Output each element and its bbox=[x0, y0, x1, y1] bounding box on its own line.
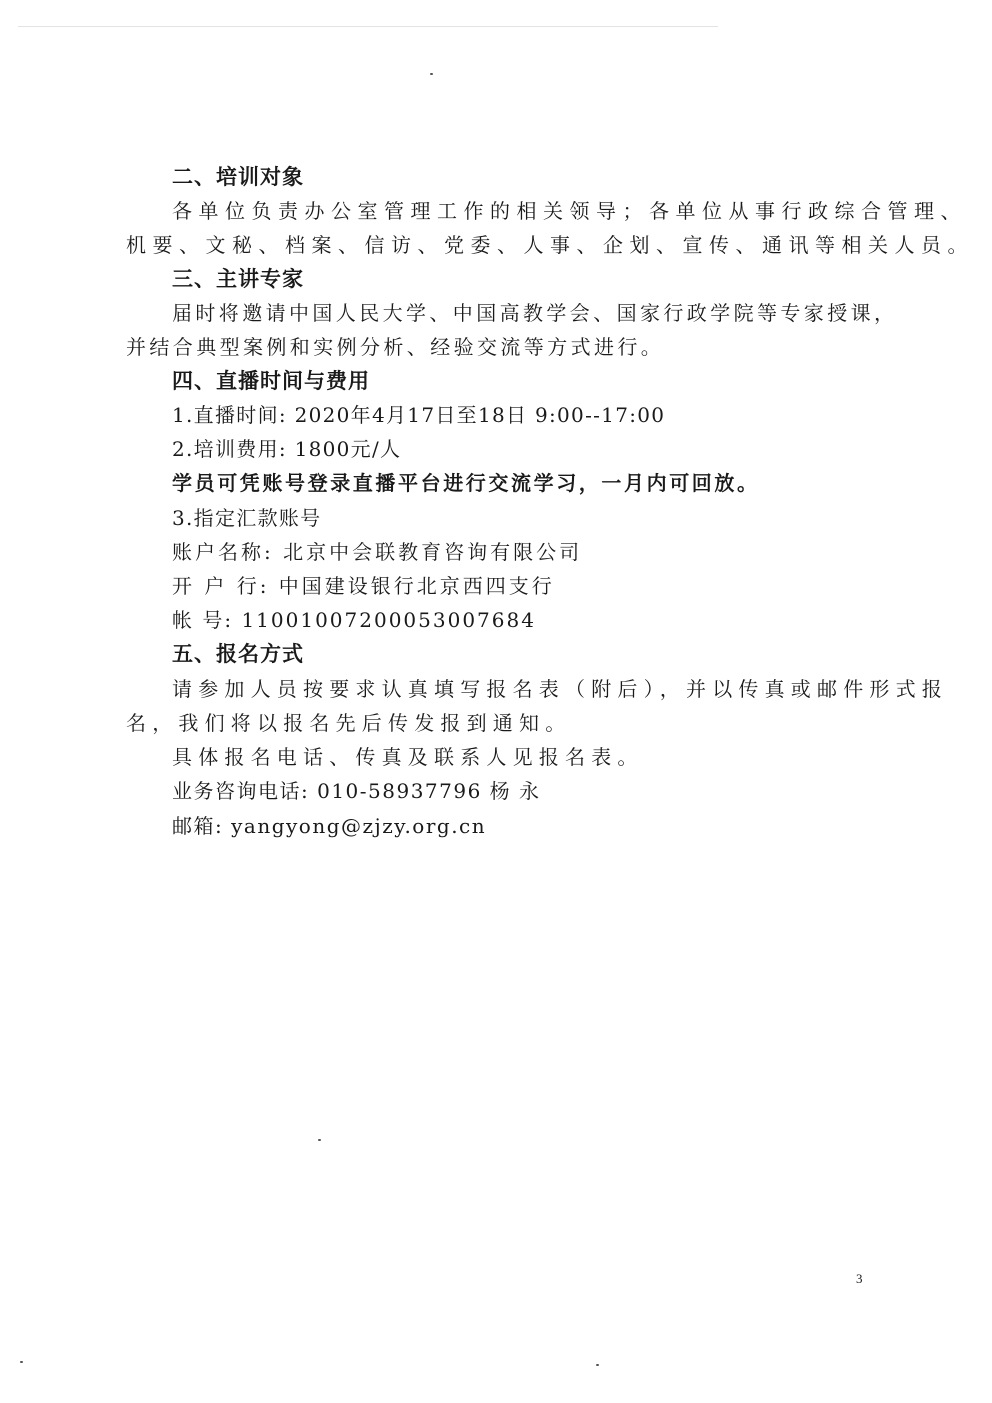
registration-email: 邮箱: yangyong@zjzy.org.cn bbox=[172, 814, 487, 838]
account-number: 帐 号: 11001007200053007684 bbox=[172, 608, 536, 632]
scan-speck bbox=[318, 1139, 321, 1141]
experts-line-1: 届时将邀请中国人民大学、中国高教学会、国家行政学院等专家授课， bbox=[172, 301, 898, 325]
account-title: 3.指定汇款账号 bbox=[172, 506, 322, 530]
section-heading-target: 二、培训对象 bbox=[172, 165, 304, 189]
registration-line-1: 请参加人员按要求认真填写报名表（附后），并以传真或邮件形式报 bbox=[172, 677, 948, 701]
page-number: 3 bbox=[856, 1271, 863, 1286]
experts-line-2: 并结合典型案例和实例分析、经验交流等方式进行。 bbox=[126, 335, 665, 359]
section-heading-schedule: 四、直播时间与费用 bbox=[172, 369, 370, 393]
target-line-2: 机要、文秘、档案、信访、党委、人事、企划、宣传、通讯等相关人员。 bbox=[126, 233, 974, 257]
target-line-1: 各单位负责办公室管理工作的相关领导；各单位从事行政综合管理、 bbox=[172, 199, 967, 223]
section-heading-experts: 三、主讲专家 bbox=[172, 267, 304, 291]
account-name: 账户名称: 北京中会联教育咨询有限公司 bbox=[172, 540, 583, 564]
scan-speck bbox=[20, 1361, 23, 1363]
schedule-note: 学员可凭账号登录直播平台进行交流学习，一月内可回放。 bbox=[172, 471, 760, 495]
schedule-fee: 2.培训费用: 1800元/人 bbox=[172, 437, 402, 461]
account-bank: 开 户 行: 中国建设银行北京西四支行 bbox=[172, 574, 555, 598]
registration-line-3: 具体报名电话、传真及联系人见报名表。 bbox=[172, 745, 644, 769]
scan-speck bbox=[596, 1364, 599, 1366]
section-heading-registration: 五、报名方式 bbox=[172, 642, 304, 666]
registration-phone: 业务咨询电话: 010-58937796 杨 永 bbox=[172, 779, 541, 803]
scan-edge-line bbox=[18, 26, 718, 27]
registration-line-2: 名，我们将以报名先后传发报到通知。 bbox=[126, 711, 572, 735]
schedule-time: 1.直播时间: 2020年4月17日至18日 9:00--17:00 bbox=[172, 403, 666, 427]
scan-speck bbox=[430, 73, 433, 75]
